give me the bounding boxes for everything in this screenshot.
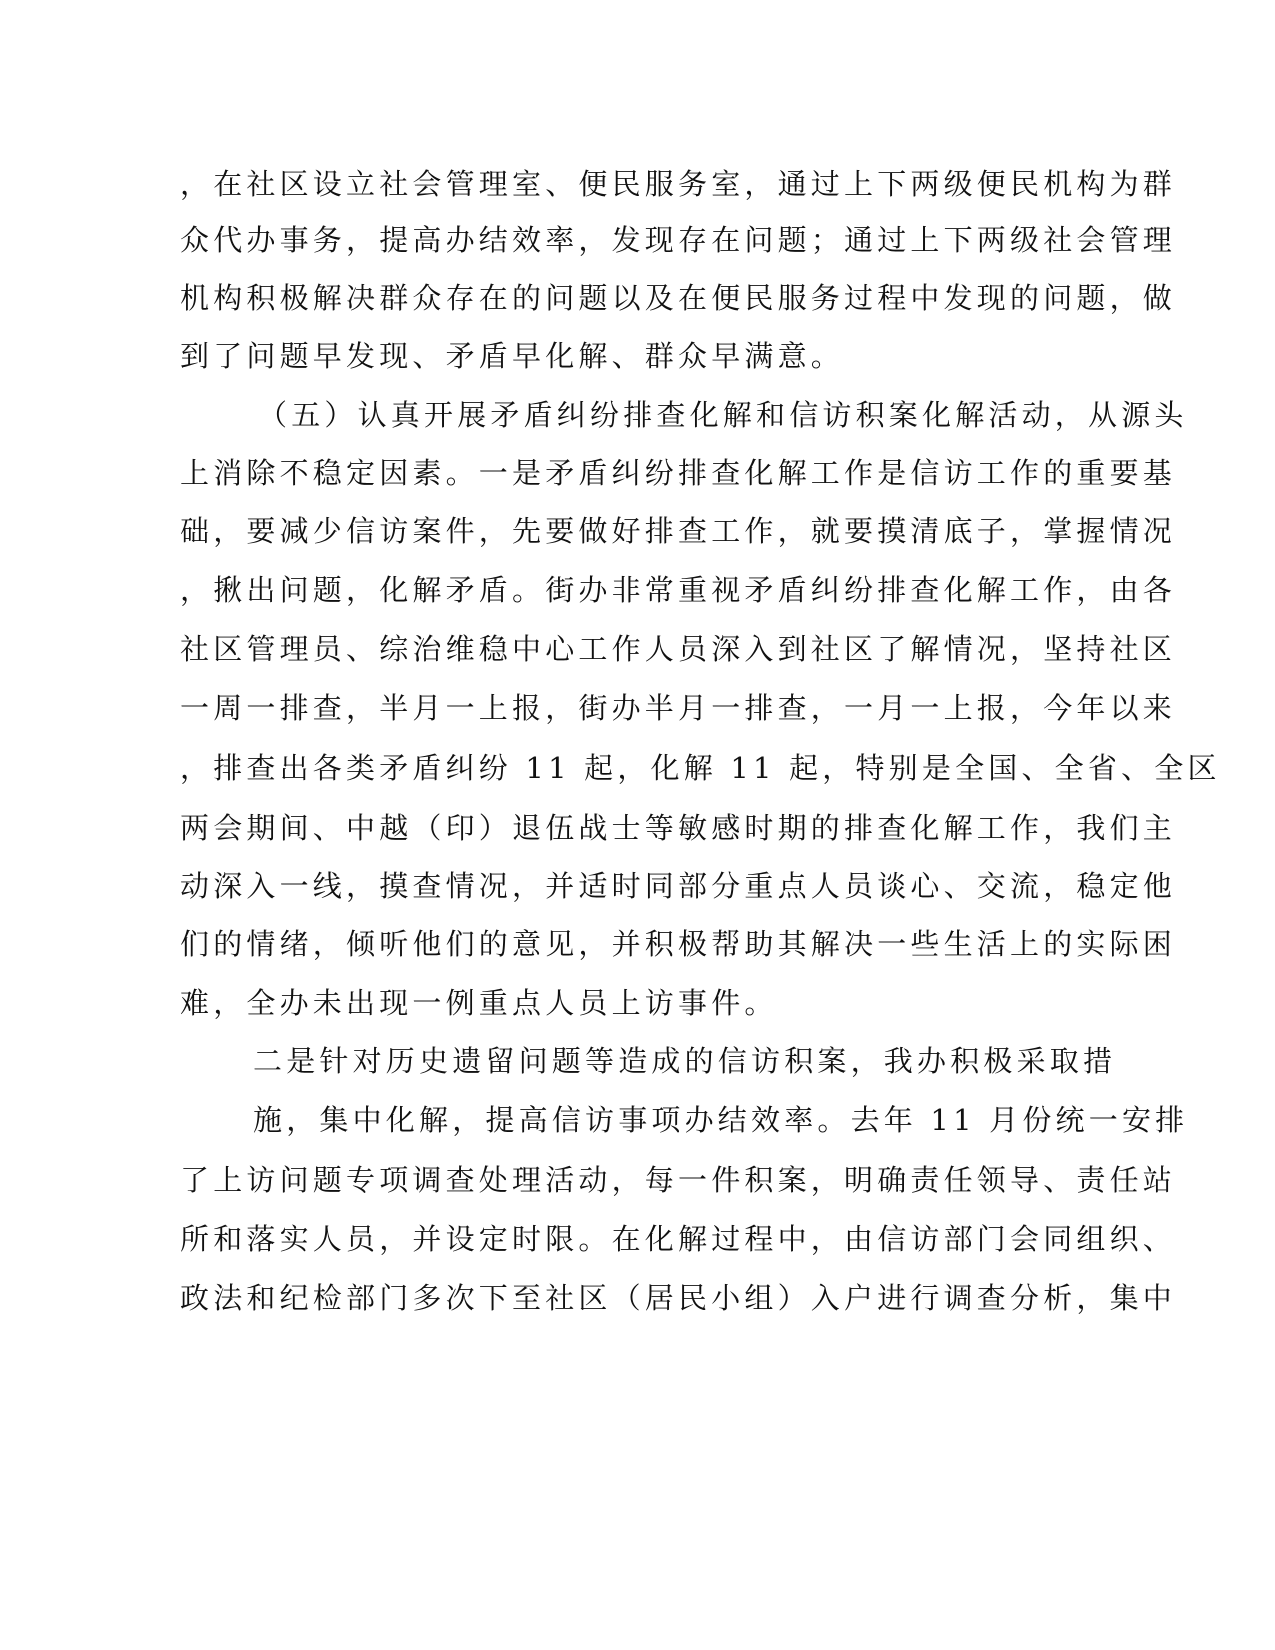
text-line: 施，集中化解，提高信访事项办结效率。去年 11 月份统一安排 [253, 1103, 1189, 1137]
text-line: 众代办事务，提高办结效率，发现存在问题；通过上下两级社会管理 [180, 223, 1177, 257]
text-line: 动深入一线，摸查情况，并适时同部分重点人员谈心、交流，稳定他 [180, 869, 1177, 903]
text-line: （五）认真开展矛盾纠纷排查化解和信访积案化解活动，从源头 [258, 398, 1188, 432]
text-line: 二是针对历史遗留问题等造成的信访积案，我办积极采取措 [253, 1044, 1117, 1078]
text-line: 难，全办未出现一例重点人员上访事件。 [180, 986, 778, 1020]
text-line: 到了问题早发现、矛盾早化解、群众早满意。 [180, 339, 845, 373]
text-line: 机构积极解决群众存在的问题以及在便民服务过程中发现的问题，做 [180, 281, 1177, 315]
text-line: ，排查出各类矛盾纠纷 11 起，化解 11 起，特别是全国、全省、全区 [180, 751, 1221, 785]
text-line: 一周一排查，半月一上报，街办半月一排查，一月一上报，今年以来 [180, 691, 1177, 725]
text-line: 社区管理员、综治维稳中心工作人员深入到社区了解情况，坚持社区 [180, 632, 1177, 666]
text-line: 上消除不稳定因素。一是矛盾纠纷排查化解工作是信访工作的重要基 [180, 456, 1177, 490]
text-line: ，在社区设立社会管理室、便民服务室，通过上下两级便民机构为群 [180, 167, 1177, 201]
text-line: ，揪出问题，化解矛盾。街办非常重视矛盾纠纷排查化解工作，由各 [180, 573, 1177, 607]
text-line: 了上访问题专项调查处理活动，每一件积案，明确责任领导、责任站 [180, 1163, 1177, 1197]
text-line: 两会期间、中越（印）退伍战士等敏感时期的排查化解工作，我们主 [180, 811, 1177, 845]
text-line: 础，要减少信访案件，先要做好排查工作，就要摸清底子，掌握情况 [180, 514, 1177, 548]
text-line: 们的情绪，倾听他们的意见，并积极帮助其解决一些生活上的实际困 [180, 927, 1177, 961]
text-line: 所和落实人员，并设定时限。在化解过程中，由信访部门会同组织、 [180, 1222, 1177, 1256]
text-line: 政法和纪检部门多次下至社区（居民小组）入户进行调查分析，集中 [180, 1281, 1177, 1315]
